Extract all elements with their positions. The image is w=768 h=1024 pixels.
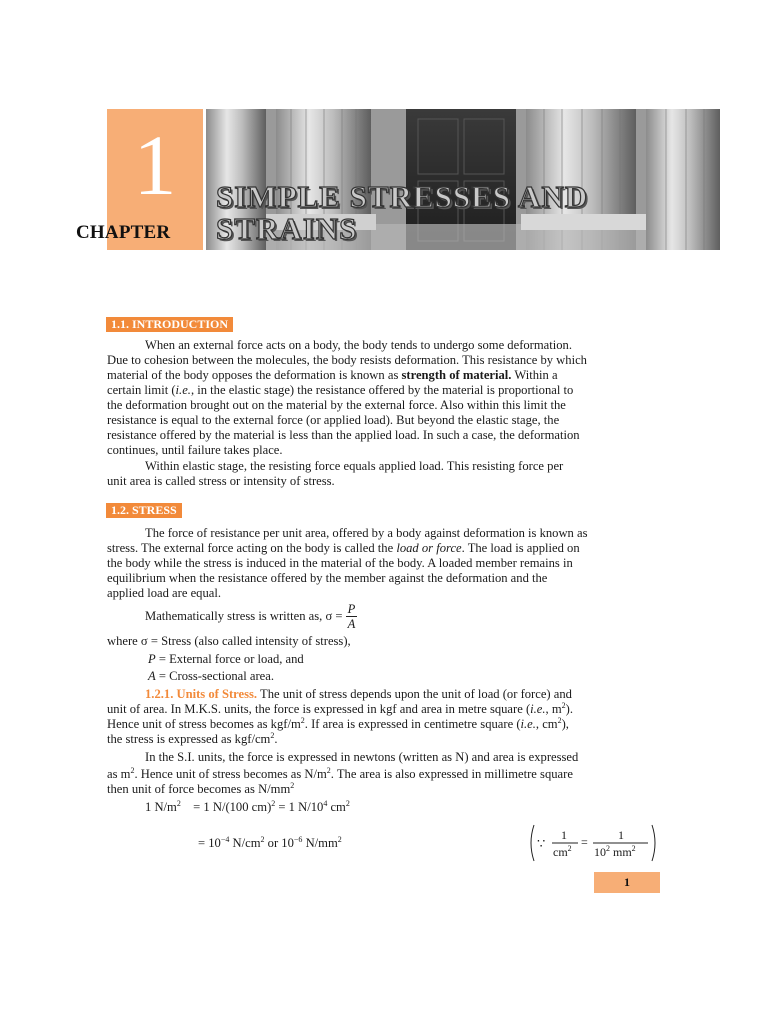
stress-paragraph bbox=[107, 526, 659, 601]
si-line-1: In the S.I. units, the force is expressed in newtons (written as N) and area is expressed bbox=[145, 750, 579, 764]
stress-line-2: stress. The external force acting on the body is called the load or force. The load is applied on bbox=[107, 541, 580, 555]
intro-line-8: continues, until failure takes place. bbox=[107, 443, 283, 457]
intro-line-5: the deformation brought out on the material by the external force. Also within this limit the bbox=[107, 398, 566, 412]
because-symbol: ∵ bbox=[537, 836, 546, 851]
chapter-label: CHAPTER bbox=[76, 222, 171, 243]
since-brackets bbox=[528, 823, 658, 863]
page-number: 1 bbox=[594, 872, 660, 893]
intro2-line-1: Within elastic stage, the resisting force equals applied load. This resisting force per bbox=[145, 459, 564, 473]
intro-line-6: resistance is equal to the external force (or applied load). But beyond the elastic stage, the bbox=[107, 413, 560, 427]
since-den-2: $10^2$ $mm^2$ bbox=[594, 844, 636, 859]
stress-line-5: applied load are equal. bbox=[107, 586, 221, 600]
stress-line-1: The force of resistance per unit area, offered by a body against deformation is known as bbox=[145, 526, 588, 540]
si-paragraph bbox=[107, 750, 659, 797]
equation-2: = $10^{-4}$ $N/cm^2$ or $10^{-6}$ $N/mm^2$ bbox=[198, 834, 342, 850]
stress-line-4: equilibrium when the resistance offered by the member against the deformation and the bbox=[107, 571, 548, 585]
intro-line-4: certain limit (i.e., in the elastic stage) the resistance offered by the material is proportional to bbox=[107, 383, 574, 397]
chapter-title bbox=[216, 181, 588, 245]
equation-1: 1 $N/m^2 = 1$ N/(100 cm)$^2$ = 1 $N/10^4$ $cm^2$ bbox=[145, 798, 350, 814]
where-sigma: where σ = Stress (also called intensity of stress), bbox=[107, 634, 351, 648]
intro2-line-2: unit area is called stress or intensity of stress. bbox=[107, 474, 335, 488]
intro-line-1: When an external force acts on a body, the body tends to undergo some deformation. bbox=[145, 338, 573, 352]
section-heading-stress: 1.2. STRESS bbox=[106, 503, 182, 518]
units-line-2: unit of area. In M.K.S. units, the force is expressed in kgf and area in metre square (i.e., $m^2$). bbox=[107, 700, 573, 716]
since-note bbox=[528, 823, 658, 863]
intro-line-2: Due to cohesion between the molecules, the body resists deformation. This resistance by which bbox=[107, 353, 587, 367]
term-strength-of-material: strength of material. bbox=[401, 368, 512, 382]
si-line-3: then unit of force becomes as $N/mm^2$ bbox=[107, 780, 295, 796]
si-line-2: as $m^2$. Hence unit of stress becomes as $N/m^2$. The area is also expressed in millimetre square bbox=[107, 765, 573, 781]
stress-formula: Mathematically stress is written as, σ = $\frac{P}{A}$ bbox=[145, 602, 356, 631]
stress-line-3: the body while the stress is induced in the material of the body. A loaded member remains in bbox=[107, 556, 573, 570]
since-num-2: 1 bbox=[618, 828, 624, 842]
section-heading-introduction: 1.1. INTRODUCTION bbox=[106, 317, 233, 332]
where-a: A = Cross-sectional area. bbox=[148, 669, 275, 683]
intro-line-3: material of the body opposes the deformation is known as strength of material. Within a bbox=[107, 368, 558, 382]
since-equals: = bbox=[581, 835, 588, 849]
units-line-4: the stress is expressed as kgf/$cm^2$. bbox=[107, 730, 278, 746]
units-line-1: 1.2.1. Units of Stress. The unit of stress depends upon the unit of load (or force) and bbox=[145, 687, 572, 701]
units-line-3: Hence unit of stress becomes as kgf/$m^2$. If area is expressed in centimetre square (i.e., $cm^2$), bbox=[107, 715, 569, 731]
stress-fraction: $\frac{P}{A}$ bbox=[347, 602, 356, 631]
intro-paragraph bbox=[107, 338, 659, 458]
subsection-heading-units: 1.2.1. Units of Stress. bbox=[145, 687, 258, 701]
chapter-hero-image bbox=[206, 109, 720, 250]
where-p: P = External force or load, and bbox=[148, 652, 304, 666]
chapter-title-line1: SIMPLE STRESSES AND bbox=[216, 179, 589, 214]
intro-paragraph-2 bbox=[107, 459, 659, 489]
intro-line-7: resistance offered by the material is less than the applied load. In such a case, the deformation bbox=[107, 428, 580, 442]
chapter-title-line2: STRAINS bbox=[216, 211, 358, 246]
units-paragraph bbox=[107, 687, 659, 747]
chapter-number: 1 bbox=[133, 117, 177, 213]
since-num-1: 1 bbox=[561, 828, 567, 842]
since-den-1: $cm^2$ bbox=[553, 844, 572, 859]
